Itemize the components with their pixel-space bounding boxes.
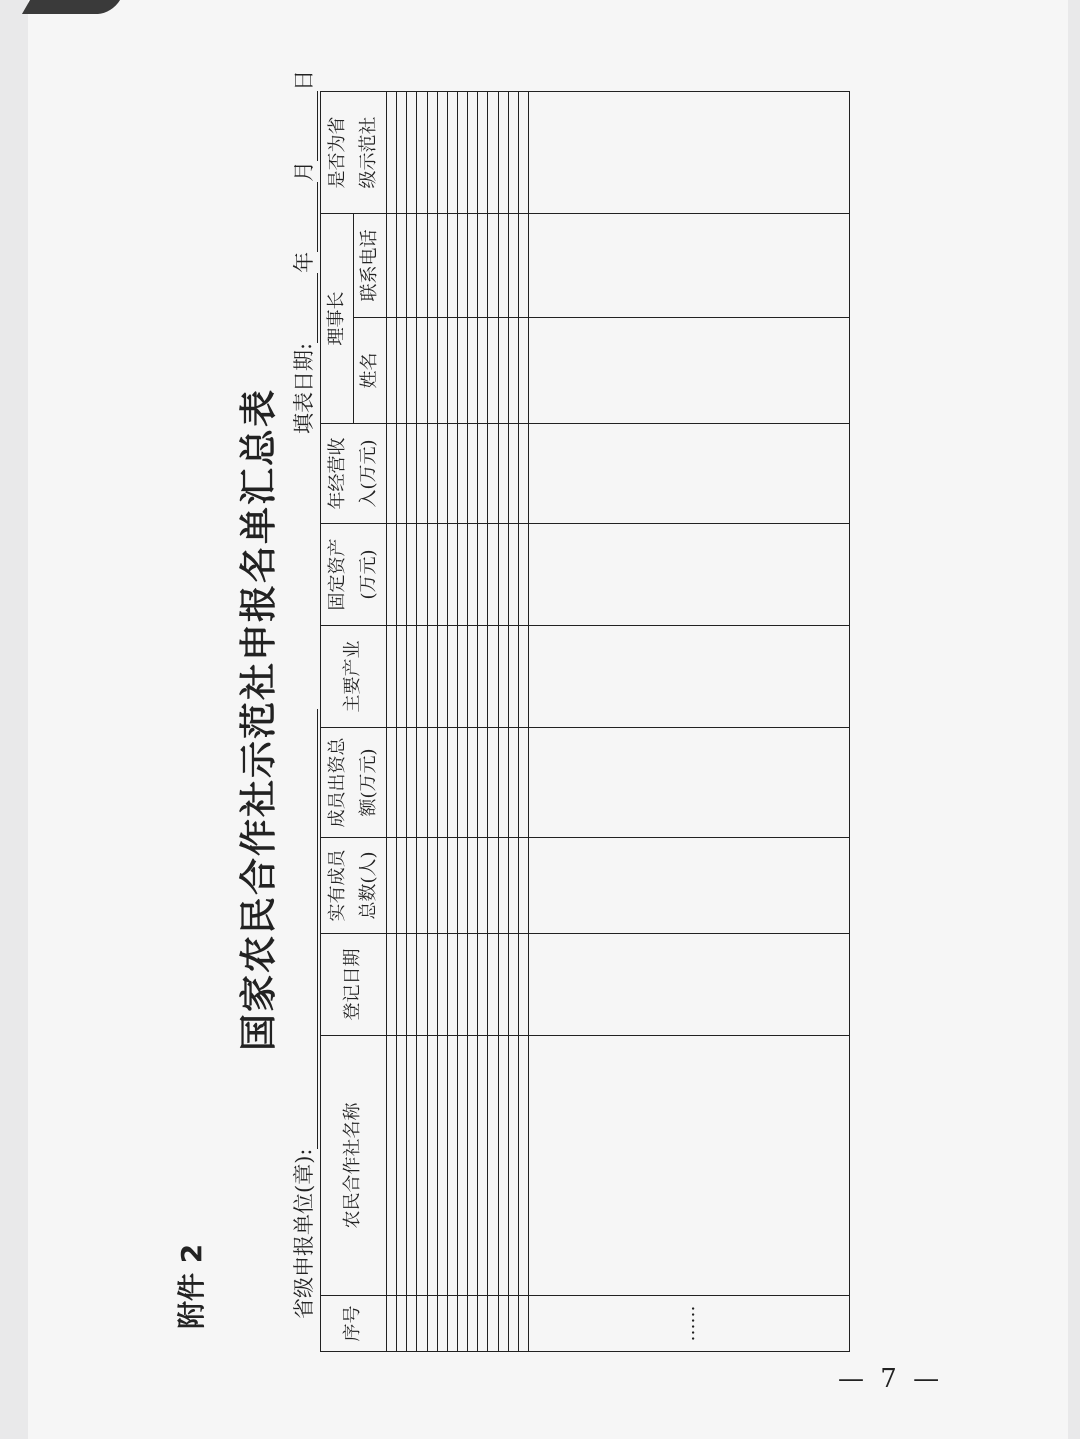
table-row (457, 92, 467, 1352)
page-number: — 7 — (838, 1364, 944, 1394)
year-blank (299, 273, 318, 343)
table-row (518, 92, 528, 1352)
table-row-ellipsis (528, 92, 849, 1352)
day-blank (299, 91, 318, 161)
table-row (447, 92, 457, 1352)
header-name: 农民合作社名称 (321, 1036, 387, 1296)
date-month: 月 (292, 160, 316, 182)
date-label: 填表日期: (292, 342, 316, 434)
date-field (288, 70, 318, 434)
table-row (468, 92, 478, 1352)
date-day: 日 (292, 69, 316, 91)
table-row (437, 92, 447, 1352)
header-revenue: 年经营收入(万元) (321, 424, 387, 524)
table-row (417, 92, 427, 1352)
table-row (387, 92, 397, 1352)
date-year: 年 (292, 251, 316, 273)
table-row (508, 92, 518, 1352)
header-chairman-phone: 联系电话 (354, 214, 387, 318)
header-chairman-name: 姓名 (354, 318, 387, 424)
header-fixed-assets: 固定资产(万元) (321, 524, 387, 626)
unit-blank (299, 709, 318, 1149)
page-title: 国家农民合作社示范社申报名单汇总表 (236, 388, 280, 1051)
header-reg-date: 登记日期 (321, 934, 387, 1036)
month-blank (299, 182, 318, 252)
table-row (427, 92, 437, 1352)
table-row (488, 92, 498, 1352)
table-row (478, 92, 488, 1352)
header-seq: 序号 (321, 1296, 387, 1352)
unit-label: 省级申报单位(章): (292, 1148, 316, 1319)
table-row (498, 92, 508, 1352)
header-capital: 成员出资总额(万元) (321, 728, 387, 838)
ellipsis-cell: …… (528, 1296, 849, 1352)
header-industry: 主要产业 (321, 626, 387, 728)
header-chairman: 理事长 (321, 214, 354, 424)
attachment-label: 附件 2 (175, 1243, 208, 1329)
header-members: 实有成员总数(人) (321, 838, 387, 934)
header-row-1 (321, 92, 354, 1352)
table-row (407, 92, 417, 1352)
table-row (397, 92, 407, 1352)
summary-table (320, 91, 850, 1352)
header-provincial: 是否为省级示范社 (321, 92, 387, 214)
unit-field (288, 709, 318, 1319)
